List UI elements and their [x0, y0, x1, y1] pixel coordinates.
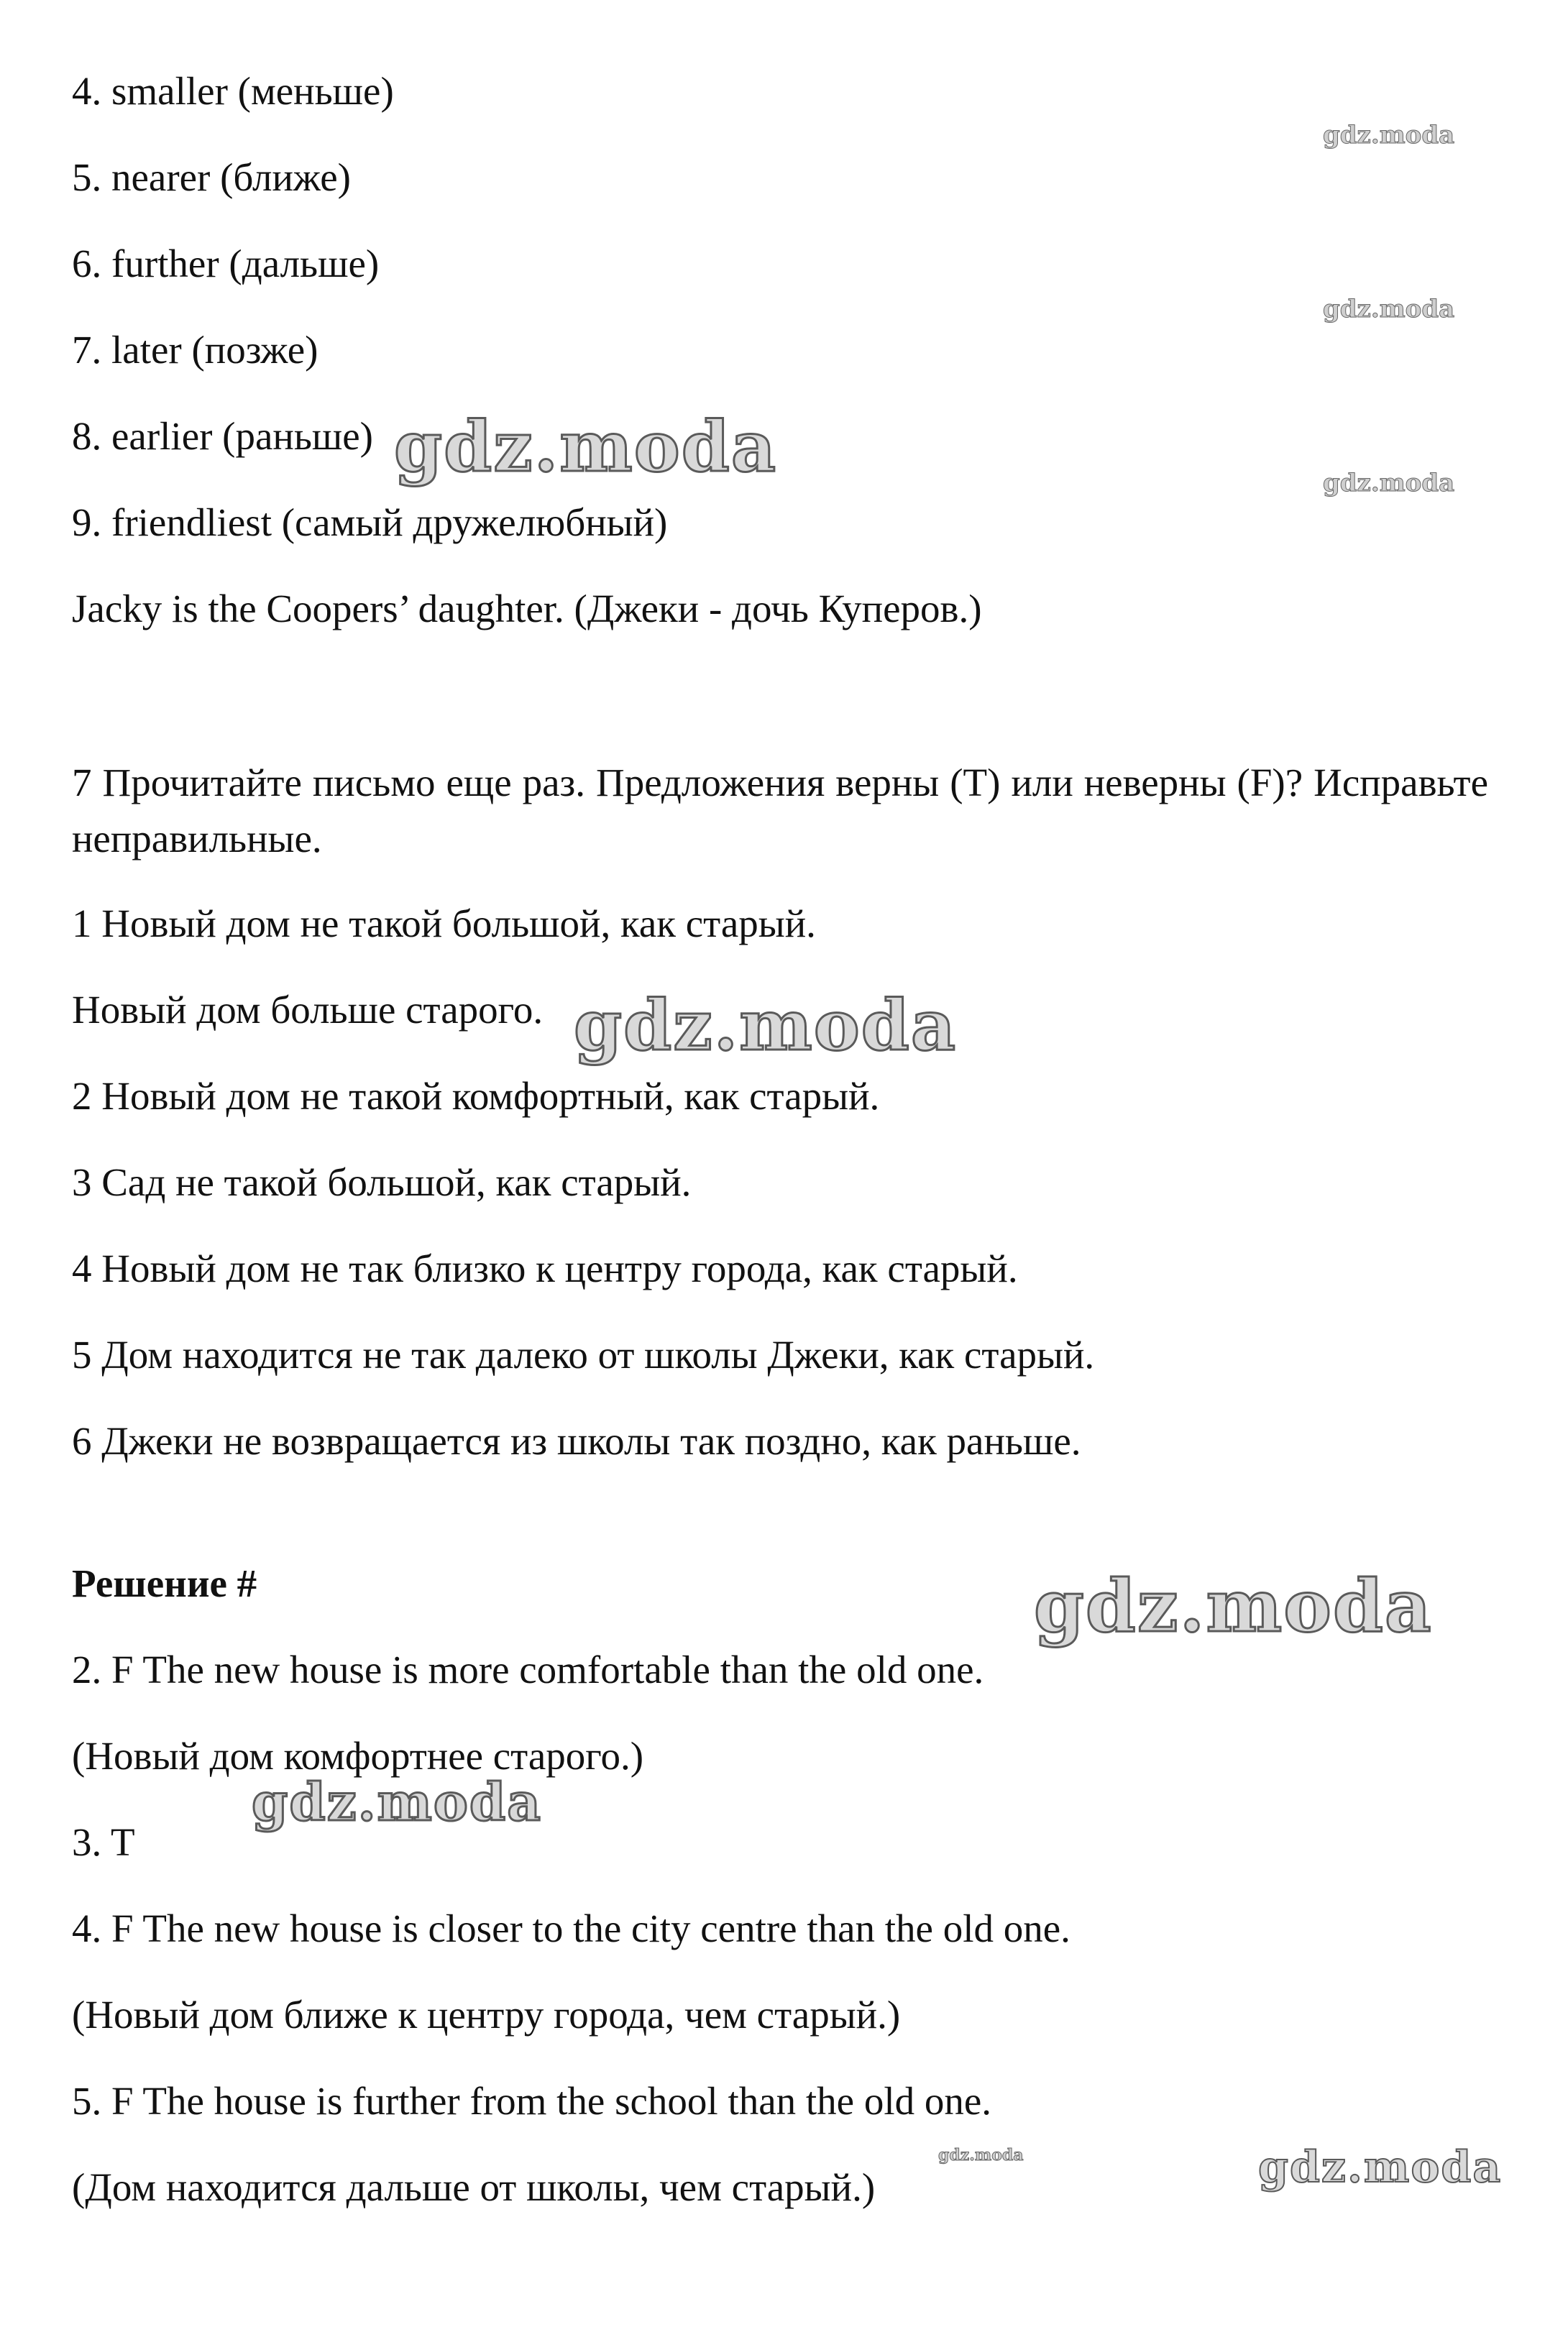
- watermark: gdz.moda: [1034, 1564, 1433, 1648]
- list-item: 9. friendliest (самый дружелюбный): [72, 500, 668, 544]
- watermark: gdz.moda: [1258, 2142, 1503, 2193]
- task-item: 2 Новый дом не такой комфортный, как старый.: [72, 1074, 880, 1118]
- task-item: 3 Сад не такой большой, как старый.: [72, 1160, 692, 1204]
- task-item: 4 Новый дом не так близко к центру города, как старый.: [72, 1247, 1018, 1290]
- solution-line: (Новый дом ближе к центру города, чем старый.): [72, 1993, 901, 2037]
- list-item: 7. later (позже): [72, 328, 318, 372]
- solution-line: 4. F The new house is closer to the city centre than the old one.: [72, 1906, 1070, 1950]
- list-item: 4. smaller (меньше): [72, 69, 394, 113]
- solution-heading: Решение #: [72, 1561, 257, 1605]
- list-item: 8. earlier (раньше): [72, 414, 373, 458]
- solution-line: 5. F The house is further from the school than the old one.: [72, 2079, 992, 2123]
- task-item: 1 Новый дом не такой большой, как старый.: [72, 901, 816, 945]
- list-item: 5. nearer (ближе): [72, 155, 351, 199]
- watermark: gdz.moda: [1323, 121, 1455, 150]
- task-item: 6 Джеки не возвращается из школы так поздно, как раньше.: [72, 1419, 1081, 1463]
- solution-line: 3. T: [72, 1820, 135, 1864]
- list-item: 6. further (дальше): [72, 242, 380, 285]
- solution-line: 2. F The new house is more comfortable than the old one.: [72, 1648, 984, 1692]
- watermark: gdz.moda: [1323, 295, 1455, 323]
- solution-line: (Новый дом комфортнее старого.): [72, 1734, 644, 1778]
- watermark: gdz.moda: [574, 985, 958, 1066]
- watermark: gdz.moda: [1323, 469, 1455, 497]
- jacky-sentence: Jacky is the Coopers’ daughter. (Джеки - дочь Куперов.): [72, 587, 982, 630]
- watermark: gdz.moda: [394, 406, 778, 487]
- watermark: gdz.moda: [938, 2146, 1024, 2165]
- task-instruction: 7 Прочитайте письмо еще раз. Предложения верны (T) или неверны (F)? Исправьте неправильные.: [72, 761, 1488, 860]
- watermark: gdz.moda: [252, 1771, 542, 1832]
- task-item: Новый дом больше старого.: [72, 988, 544, 1032]
- task-item: 5 Дом находится не так далеко от школы Джеки, как старый.: [72, 1333, 1095, 1377]
- solution-line: (Дом находится дальше от школы, чем старый.): [72, 2165, 876, 2209]
